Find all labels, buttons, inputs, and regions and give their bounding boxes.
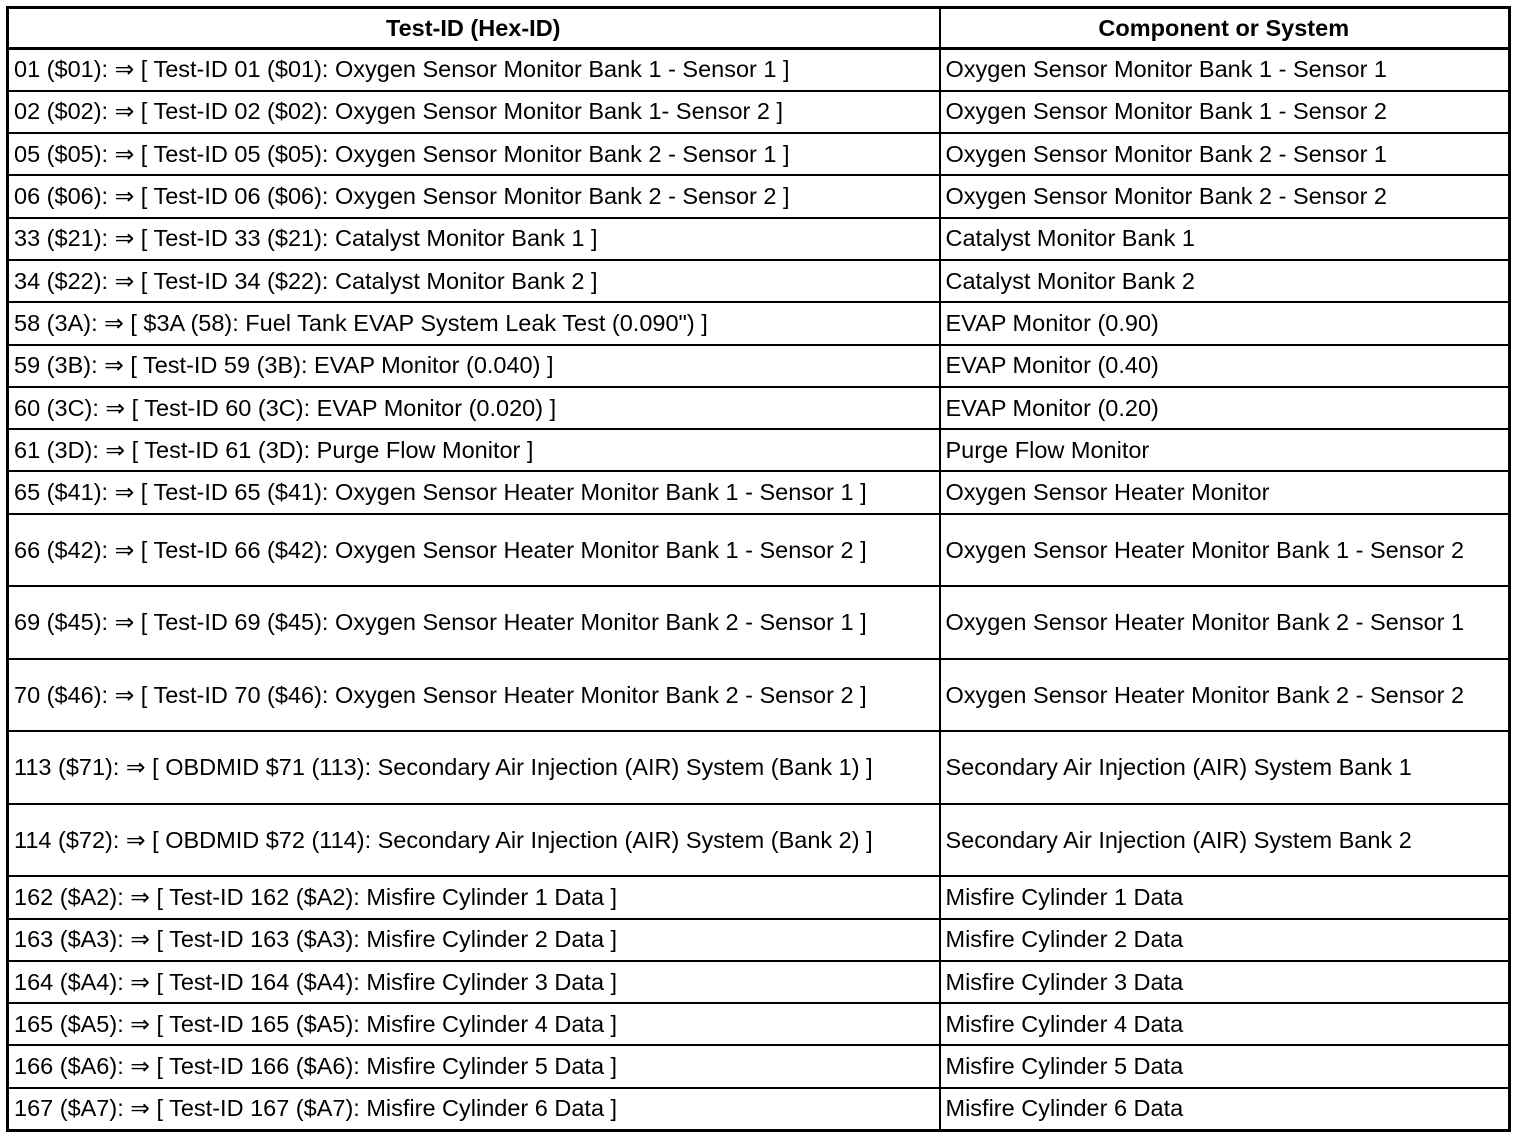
test-id-cell: 02 ($02): ⇒ [ Test-ID 02 ($02): Oxygen Sensor Monitor Bank 1- Sensor 2 ] (8, 91, 940, 133)
table-row (8, 659, 1510, 732)
table-row (8, 514, 1510, 587)
table-row (8, 1088, 1510, 1130)
table-row (8, 260, 1510, 302)
test-id-cell: 164 ($A4): ⇒ [ Test-ID 164 ($A4): Misfire Cylinder 3 Data ] (8, 961, 940, 1003)
test-id-cell: 33 ($21): ⇒ [ Test-ID 33 ($21): Catalyst Monitor Bank 1 ] (8, 218, 940, 260)
table-row (8, 961, 1510, 1003)
table-header-row (8, 8, 1510, 49)
table-row (8, 731, 1510, 804)
component-cell: Oxygen Sensor Monitor Bank 1 - Sensor 1 (940, 49, 1510, 91)
component-cell: Catalyst Monitor Bank 2 (940, 260, 1510, 302)
table-row (8, 471, 1510, 513)
test-id-cell: 165 ($A5): ⇒ [ Test-ID 165 ($A5): Misfire Cylinder 4 Data ] (8, 1003, 940, 1045)
test-id-cell: 113 ($71): ⇒ [ OBDMID $71 (113): Secondary Air Injection (AIR) System (Bank 1) ] (8, 731, 940, 804)
component-cell: Misfire Cylinder 3 Data (940, 961, 1510, 1003)
table-row (8, 429, 1510, 471)
table-row (8, 133, 1510, 175)
component-cell: Oxygen Sensor Monitor Bank 2 - Sensor 1 (940, 133, 1510, 175)
table-row (8, 218, 1510, 260)
test-id-cell: 166 ($A6): ⇒ [ Test-ID 166 ($A6): Misfire Cylinder 5 Data ] (8, 1045, 940, 1087)
test-id-cell: 65 ($41): ⇒ [ Test-ID 65 ($41): Oxygen Sensor Heater Monitor Bank 1 - Sensor 1 ] (8, 471, 940, 513)
component-cell: EVAP Monitor (0.40) (940, 345, 1510, 387)
component-cell: Oxygen Sensor Heater Monitor Bank 2 - Sensor 1 (940, 586, 1510, 659)
table-row (8, 175, 1510, 217)
test-id-cell: 06 ($06): ⇒ [ Test-ID 06 ($06): Oxygen Sensor Monitor Bank 2 - Sensor 2 ] (8, 175, 940, 217)
component-cell: EVAP Monitor (0.90) (940, 302, 1510, 344)
test-id-cell: 34 ($22): ⇒ [ Test-ID 34 ($22): Catalyst Monitor Bank 2 ] (8, 260, 940, 302)
header-test-id: Test-ID (Hex-ID) (8, 8, 940, 49)
component-cell: Misfire Cylinder 2 Data (940, 919, 1510, 961)
test-id-cell: 01 ($01): ⇒ [ Test-ID 01 ($01): Oxygen Sensor Monitor Bank 1 - Sensor 1 ] (8, 49, 940, 91)
test-id-table (6, 6, 1511, 1132)
component-cell: Misfire Cylinder 1 Data (940, 876, 1510, 918)
test-id-cell: 59 (3B): ⇒ [ Test-ID 59 (3B): EVAP Monitor (0.040) ] (8, 345, 940, 387)
test-id-cell: 60 (3C): ⇒ [ Test-ID 60 (3C): EVAP Monitor (0.020) ] (8, 387, 940, 429)
test-id-cell: 114 ($72): ⇒ [ OBDMID $72 (114): Secondary Air Injection (AIR) System (Bank 2) ] (8, 804, 940, 877)
table-row (8, 91, 1510, 133)
test-id-cell: 58 (3A): ⇒ [ $3A (58): Fuel Tank EVAP System Leak Test (0.090") ] (8, 302, 940, 344)
table-row (8, 1003, 1510, 1045)
table-row (8, 345, 1510, 387)
component-cell: Oxygen Sensor Monitor Bank 1 - Sensor 2 (940, 91, 1510, 133)
test-id-cell: 167 ($A7): ⇒ [ Test-ID 167 ($A7): Misfire Cylinder 6 Data ] (8, 1088, 940, 1130)
component-cell: Oxygen Sensor Heater Monitor Bank 2 - Sensor 2 (940, 659, 1510, 732)
test-id-cell: 61 (3D): ⇒ [ Test-ID 61 (3D): Purge Flow Monitor ] (8, 429, 940, 471)
table-row (8, 919, 1510, 961)
table-row (8, 49, 1510, 91)
component-cell: Misfire Cylinder 5 Data (940, 1045, 1510, 1087)
document-page (6, 6, 1511, 1132)
component-cell: Misfire Cylinder 6 Data (940, 1088, 1510, 1130)
component-cell: Oxygen Sensor Heater Monitor (940, 471, 1510, 513)
table-row (8, 387, 1510, 429)
component-cell: Secondary Air Injection (AIR) System Bank 2 (940, 804, 1510, 877)
table-row (8, 1045, 1510, 1087)
table-row (8, 804, 1510, 877)
component-cell: Oxygen Sensor Heater Monitor Bank 1 - Sensor 2 (940, 514, 1510, 587)
component-cell: EVAP Monitor (0.20) (940, 387, 1510, 429)
table-row (8, 876, 1510, 918)
test-id-cell: 163 ($A3): ⇒ [ Test-ID 163 ($A3): Misfire Cylinder 2 Data ] (8, 919, 940, 961)
header-component: Component or System (940, 8, 1510, 49)
test-id-cell: 162 ($A2): ⇒ [ Test-ID 162 ($A2): Misfire Cylinder 1 Data ] (8, 876, 940, 918)
component-cell: Oxygen Sensor Monitor Bank 2 - Sensor 2 (940, 175, 1510, 217)
test-id-cell: 69 ($45): ⇒ [ Test-ID 69 ($45): Oxygen Sensor Heater Monitor Bank 2 - Sensor 1 ] (8, 586, 940, 659)
table-row (8, 302, 1510, 344)
component-cell: Purge Flow Monitor (940, 429, 1510, 471)
table-row (8, 586, 1510, 659)
test-id-cell: 70 ($46): ⇒ [ Test-ID 70 ($46): Oxygen Sensor Heater Monitor Bank 2 - Sensor 2 ] (8, 659, 940, 732)
test-id-cell: 05 ($05): ⇒ [ Test-ID 05 ($05): Oxygen Sensor Monitor Bank 2 - Sensor 1 ] (8, 133, 940, 175)
component-cell: Secondary Air Injection (AIR) System Bank 1 (940, 731, 1510, 804)
test-id-cell: 66 ($42): ⇒ [ Test-ID 66 ($42): Oxygen Sensor Heater Monitor Bank 1 - Sensor 2 ] (8, 514, 940, 587)
component-cell: Catalyst Monitor Bank 1 (940, 218, 1510, 260)
component-cell: Misfire Cylinder 4 Data (940, 1003, 1510, 1045)
